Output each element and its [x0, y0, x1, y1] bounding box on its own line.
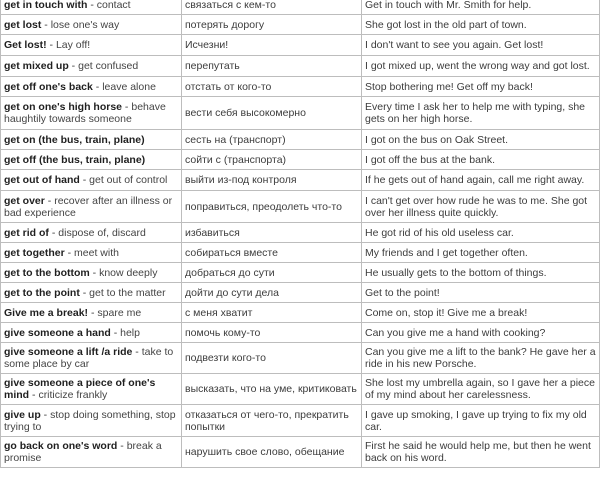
- gloss-text: meet with: [74, 246, 119, 259]
- example-cell: I got on the bus on Oak Street.: [362, 130, 600, 150]
- phrase-cell: [1, 130, 182, 150]
- gloss-text: know deeply: [99, 266, 158, 279]
- phrase-cell: give someone a piece of one's mind - criticize frankly: [1, 374, 182, 405]
- translation-cell: дойти до сути дела: [182, 283, 362, 303]
- example-cell: First he said he would help me, but then he went back on his word.: [362, 437, 600, 468]
- example-cell: Can you give me a lift to the bank? He gave her a ride in his new Porsche.: [362, 343, 600, 374]
- translation-cell: выйти из-под контроля: [182, 170, 362, 191]
- table-row: [1, 243, 600, 263]
- phrase-cell: go back on one's word - break a promise: [1, 437, 182, 468]
- example-cell: I got mixed up, went the wrong way and got lost.: [362, 56, 600, 77]
- phrase-text: get off one's back: [4, 80, 93, 93]
- table-row: [1, 223, 600, 243]
- translation-cell: с меня хватит: [182, 303, 362, 323]
- example-cell: I can't get over how rude he was to me. She got over her illness quite quickly.: [362, 191, 600, 223]
- gloss-text: spare me: [97, 306, 142, 319]
- gloss-text: stop doing something, stop trying to: [4, 408, 176, 433]
- table-row: [1, 77, 600, 97]
- phrase-cell: get out of hand - get out of control: [1, 170, 182, 191]
- table-row: [1, 130, 600, 150]
- table-row: [1, 150, 600, 170]
- phrase-cell: get off one's back - leave alone: [1, 77, 182, 97]
- translation-cell: нарушить свое слово, обещание: [182, 437, 362, 468]
- example-cell: I don't want to see you again. Get lost!: [362, 35, 600, 56]
- example-cell: He got rid of his old useless car.: [362, 223, 600, 243]
- phrase-text: get to the bottom: [4, 266, 90, 279]
- phrase-cell: give up - stop doing something, stop trying to: [1, 405, 182, 437]
- table-row: [1, 35, 600, 56]
- gloss-text: dispose of, discard: [58, 226, 146, 239]
- gloss-text: help: [120, 326, 140, 339]
- phrase-text: give someone a lift /a ride: [4, 346, 133, 358]
- example-cell: Stop bothering me! Get off my back!: [362, 77, 600, 97]
- gloss-text: leave alone: [102, 80, 156, 93]
- translation-cell: потерять дорогу: [182, 15, 362, 35]
- translation-cell: перепутать: [182, 56, 362, 77]
- table-row: [1, 191, 600, 223]
- table-row: [1, 283, 600, 303]
- gloss-text: lose one's way: [50, 18, 120, 31]
- example-cell: Every time I ask her to help me with typing, she gets on her high horse.: [362, 97, 600, 130]
- example-cell: She lost my umbrella again, so I gave her a piece of my mind about her carelessness.: [362, 374, 600, 405]
- idioms-table-body: [1, 0, 600, 468]
- table-row: [1, 343, 600, 374]
- example-cell: She got lost in the old part of town.: [362, 15, 600, 35]
- translation-cell: Исчезни!: [182, 35, 362, 56]
- phrase-cell: get on one's high horse - behave haughtily towards someone: [1, 97, 182, 130]
- example-cell: He usually gets to the bottom of things.: [362, 263, 600, 283]
- phrase-text: get rid of: [4, 226, 49, 239]
- gloss-text: Lay off!: [55, 39, 91, 51]
- phrase-cell: get in touch with - contact: [1, 0, 182, 15]
- translation-cell: сойти с (транспорта): [182, 150, 362, 170]
- example-cell: My friends and I get together often.: [362, 243, 600, 263]
- example-cell: I got off the bus at the bank.: [362, 150, 600, 170]
- table-row: [1, 405, 600, 437]
- translation-cell: отказаться от чего-то, прекратить попытки: [182, 405, 362, 437]
- phrase-text: give someone a hand: [4, 326, 111, 339]
- table-row: [1, 303, 600, 323]
- gloss-text: take to some place by car: [4, 346, 174, 370]
- translation-cell: поправиться, преодолеть что-то: [182, 191, 362, 223]
- example-cell: If he gets out of hand again, call me right away.: [362, 170, 600, 191]
- table-row: [1, 437, 600, 468]
- translation-cell: подвезти кого-то: [182, 343, 362, 374]
- phrase-cell: get mixed up - get confused: [1, 56, 182, 77]
- gloss-text: criticize frankly: [38, 389, 108, 401]
- example-cell: I gave up smoking, I gave up trying to fix my old car.: [362, 405, 600, 437]
- phrase-text: go back on one's word: [4, 440, 118, 452]
- phrase-cell: get over - recover after an illness or bad experience: [1, 191, 182, 223]
- phrase-text: give someone a piece of one's mind: [4, 377, 156, 401]
- example-cell: Get in touch with Mr. Smith for help.: [362, 0, 600, 15]
- translation-cell: избавиться: [182, 223, 362, 243]
- table-row: [1, 170, 600, 191]
- gloss-text: get to the matter: [89, 286, 166, 299]
- table-row: [1, 263, 600, 283]
- phrase-text: get in touch with: [4, 0, 88, 11]
- example-cell: Get to the point!: [362, 283, 600, 303]
- table-row: [1, 0, 600, 15]
- phrase-text: get to the point: [4, 286, 80, 299]
- phrase-text: give up: [4, 408, 41, 421]
- translation-cell: высказать, что на уме, критиковать: [182, 374, 362, 405]
- translation-cell: связаться с кем-то: [182, 0, 362, 15]
- gloss-text: get confused: [78, 60, 139, 72]
- phrase-text: get on one's high horse: [4, 101, 123, 113]
- phrase-cell: get to the point - get to the matter: [1, 283, 182, 303]
- phrase-cell: get to the bottom - know deeply: [1, 263, 182, 283]
- phrase-cell: give someone a lift /a ride - take to some place by car: [1, 343, 182, 374]
- translation-cell: помочь кому-то: [182, 323, 362, 343]
- phrase-cell: get together - meet with: [1, 243, 182, 263]
- translation-cell: собираться вместе: [182, 243, 362, 263]
- phrase-text: get together: [4, 246, 65, 259]
- example-cell: Can you give me a hand with cooking?: [362, 323, 600, 343]
- translation-cell: отстать от кого-то: [182, 77, 362, 97]
- phrase-text: get over: [4, 194, 45, 207]
- phrase-cell: Give me a break! - spare me: [1, 303, 182, 323]
- table-row: [1, 56, 600, 77]
- gloss-text: contact: [96, 0, 131, 11]
- gloss-text: recover after an illness or bad experience: [4, 194, 173, 219]
- translation-cell: сесть на (транспорт): [182, 130, 362, 150]
- phrase-text: get mixed up: [4, 60, 69, 72]
- translation-cell: вести себя высокомерно: [182, 97, 362, 130]
- phrase-text: get lost: [4, 18, 42, 31]
- phrase-cell: Get lost! - Lay off!: [1, 35, 182, 56]
- phrase-text: get out of hand: [4, 174, 80, 186]
- table-row: [1, 97, 600, 130]
- gloss-text: get out of control: [89, 174, 168, 186]
- table-row: [1, 15, 600, 35]
- phrase-text: get off (the bus, train, plane): [4, 153, 146, 166]
- table-row: [1, 323, 600, 343]
- phrase-text: Give me a break!: [4, 306, 89, 319]
- gloss-text: break a promise: [4, 440, 162, 464]
- translation-cell: добраться до сути: [182, 263, 362, 283]
- table-row: [1, 374, 600, 405]
- example-cell: Come on, stop it! Give me a break!: [362, 303, 600, 323]
- phrase-cell: get rid of - dispose of, discard: [1, 223, 182, 243]
- phrase-text: get on (the bus, train, plane): [4, 133, 145, 146]
- phrase-text: Get lost!: [4, 39, 47, 51]
- phrase-cell: get lost - lose one's way: [1, 15, 182, 35]
- phrase-cell: give someone a hand - help: [1, 323, 182, 343]
- gloss-text: behave haughtily towards someone: [4, 101, 166, 125]
- phrase-cell: [1, 150, 182, 170]
